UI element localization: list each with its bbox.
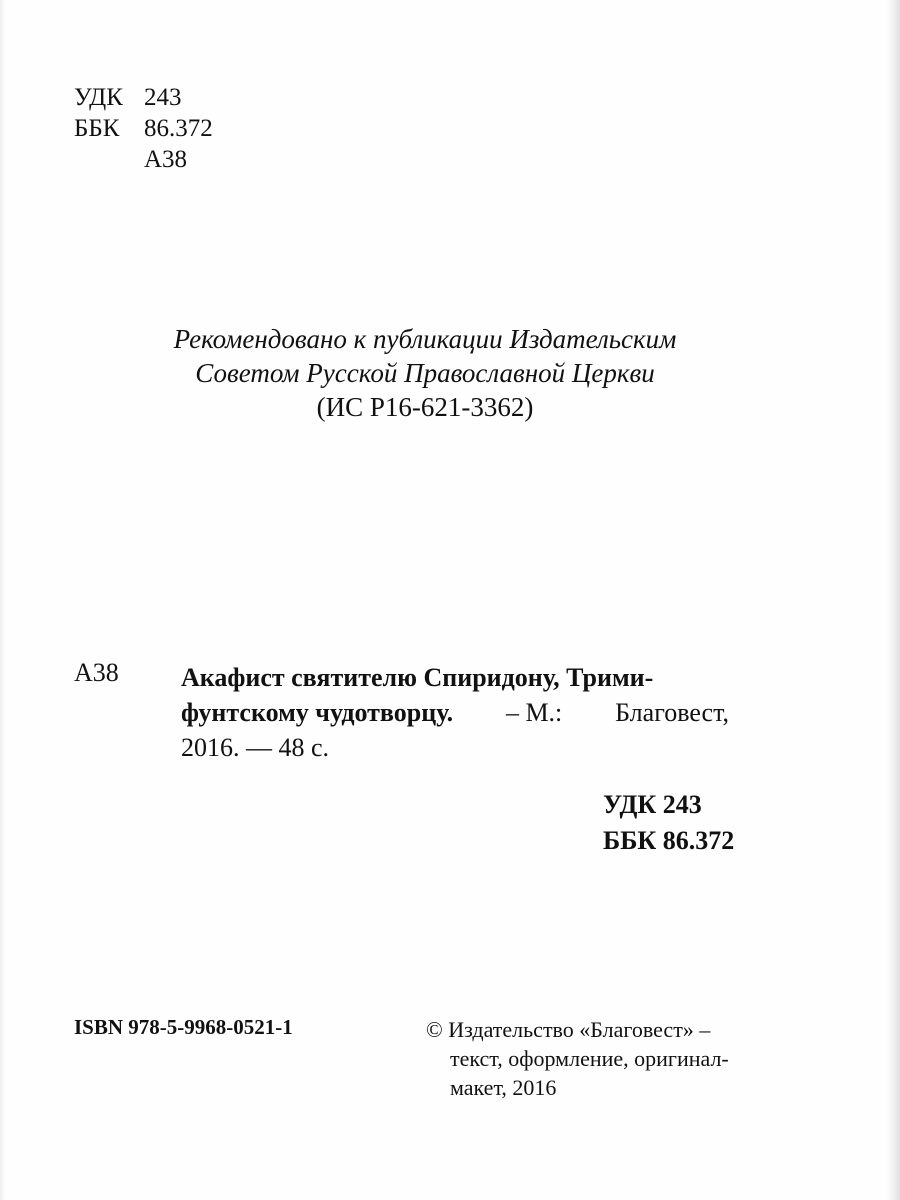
bbk-label: ББК xyxy=(74,115,120,142)
biblio-year-pages: 2016. — 48 с. xyxy=(181,733,330,762)
biblio-publisher: Благовест, xyxy=(615,698,729,727)
classification-block xyxy=(74,82,213,175)
page-shadow-left xyxy=(0,0,6,1200)
copyright-publisher-name: «Благовест» xyxy=(579,1017,694,1042)
copyright-publisher-label: © Издательство xyxy=(426,1017,574,1042)
copyright-line-2: текст, оформление, оригинал- xyxy=(450,1046,729,1071)
author-mark-row xyxy=(74,144,213,175)
classification-right-block xyxy=(603,787,734,859)
biblio-author-mark: А38 xyxy=(74,658,119,687)
bbk-row xyxy=(74,113,213,144)
bibliographic-description xyxy=(181,660,729,765)
udk-right: УДК 243 xyxy=(603,790,702,819)
udk-value: 243 xyxy=(144,84,182,111)
biblio-title-line-1: Акафист святителю Спиридону, Трими- xyxy=(181,663,654,692)
recommendation-block xyxy=(100,322,750,424)
recommendation-code: (ИС Р16-621-3362) xyxy=(316,392,534,422)
biblio-place: – М.: xyxy=(505,698,563,727)
page-shadow-right xyxy=(886,0,900,1200)
isbn: ISBN 978-5-9968-0521-1 xyxy=(74,1015,293,1039)
biblio-title-line-2 xyxy=(181,695,729,730)
copyright-line-3: макет, 2016 xyxy=(450,1075,557,1100)
biblio-title-end: фунтскому чудотворцу. xyxy=(181,698,454,727)
author-mark: А38 xyxy=(144,146,188,173)
udk-row xyxy=(74,82,213,113)
copyright-dash: – xyxy=(699,1017,711,1042)
bbk-value: 86.372 xyxy=(144,115,213,142)
recommendation-line-1: Рекомендовано к публикации Издательским xyxy=(173,324,677,354)
recommendation-line-2: Советом Русской Православной Церкви xyxy=(195,358,655,388)
copyright-block xyxy=(426,1015,730,1102)
copyright-line-1 xyxy=(426,1015,730,1044)
bbk-right: ББК 86.372 xyxy=(603,826,735,855)
udk-label: УДК xyxy=(74,84,123,111)
